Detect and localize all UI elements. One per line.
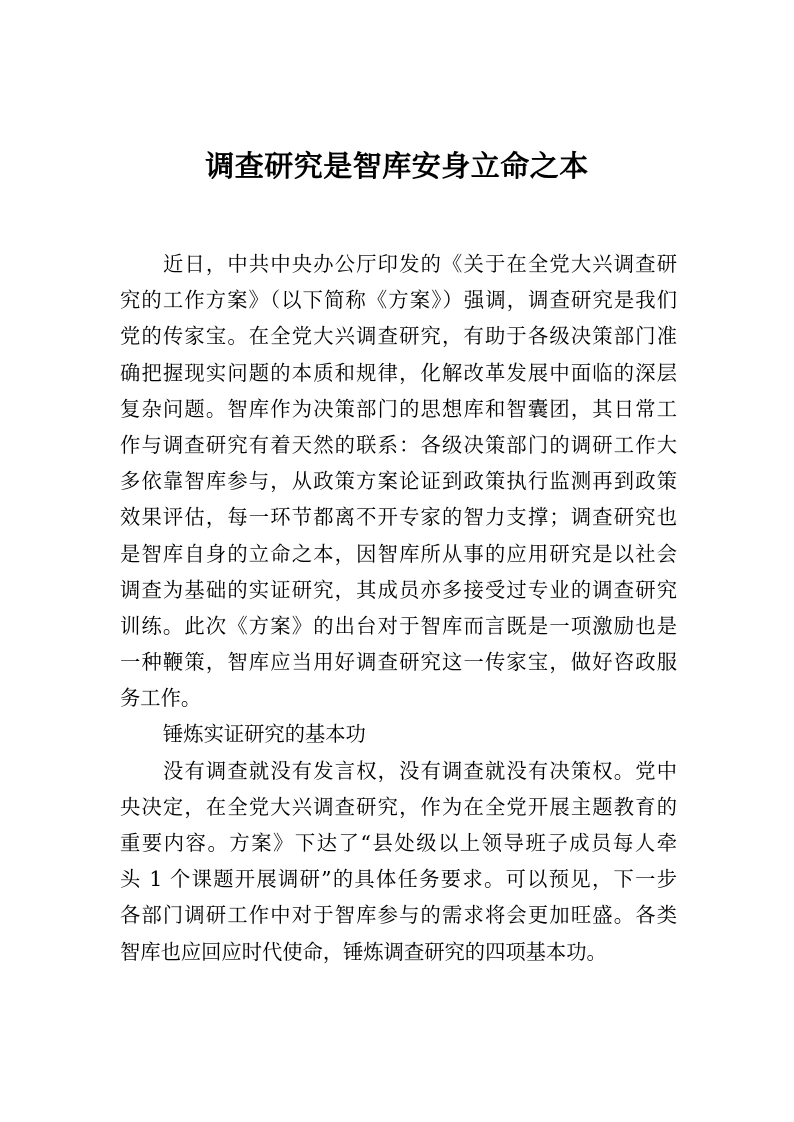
section-heading: 锤炼实证研究的基本功 bbox=[163, 722, 366, 747]
paragraph-1-line: 究的工作方案》（以下简称《方案》）强调，调查研究是我们 bbox=[120, 288, 677, 313]
paragraph-1-line: 党的传家宝。在全党大兴调查研究，有助于各级决策部门准 bbox=[120, 324, 677, 349]
paragraph-1-line: 调查为基础的实证研究，其成员亦多接受过专业的调查研究 bbox=[120, 577, 677, 602]
paragraph-1-line: 复杂问题。智库作为决策部门的思想库和智囊团，其日常工 bbox=[120, 396, 677, 421]
paragraph-2-line: 央决定，在全党大兴调查研究，作为在全党开展主题教育的 bbox=[120, 794, 677, 819]
paragraph-2-line: 没有调查就没有发言权，没有调查就没有决策权。党中 bbox=[163, 758, 677, 783]
paragraph-1-line: 效果评估，每一环节都离不开专家的智力支撑；调查研究也 bbox=[120, 505, 677, 530]
paragraph-2-line: 各部门调研工作中对于智库参与的需求将会更加旺盛。各类 bbox=[120, 903, 677, 928]
document-title: 调查研究是智库安身立命之本 bbox=[205, 149, 589, 183]
paragraph-1-line: 确把握现实问题的本质和规律，化解改革发展中面临的深层 bbox=[120, 360, 677, 385]
document-body bbox=[120, 246, 677, 970]
paragraph-1-line: 近日，中共中央办公厅印发的《关于在全党大兴调查研 bbox=[163, 252, 677, 276]
paragraph-1-line: 作与调查研究有着天然的联系：各级决策部门的调研工作大 bbox=[120, 432, 677, 457]
paragraph-2-line: 重要内容。方案》下达了“县处级以上领导班子成员每人牵 bbox=[120, 831, 677, 855]
paragraph-2-line: 智库也应回应时代使命，锤炼调查研究的四项基本功。 bbox=[120, 939, 607, 964]
paragraph-1-line: 一种鞭策，智库应当用好调查研究这一传家宝，做好咨政服 bbox=[120, 650, 677, 675]
paragraph-2-line: 头 1 个课题开展调研”的具体任务要求。可以预见，下一步 bbox=[120, 867, 677, 892]
paragraph-1-line: 务工作。 bbox=[120, 686, 202, 711]
paragraph-1-line: 训练。此次《方案》的出台对于智库而言既是一项激励也是 bbox=[120, 613, 677, 638]
paragraph-1-line: 是智库自身的立命之本，因智库所从事的应用研究是以社会 bbox=[120, 541, 677, 566]
paragraph-1-line: 多依靠智库参与，从政策方案论证到政策执行监测再到政策 bbox=[120, 469, 677, 494]
